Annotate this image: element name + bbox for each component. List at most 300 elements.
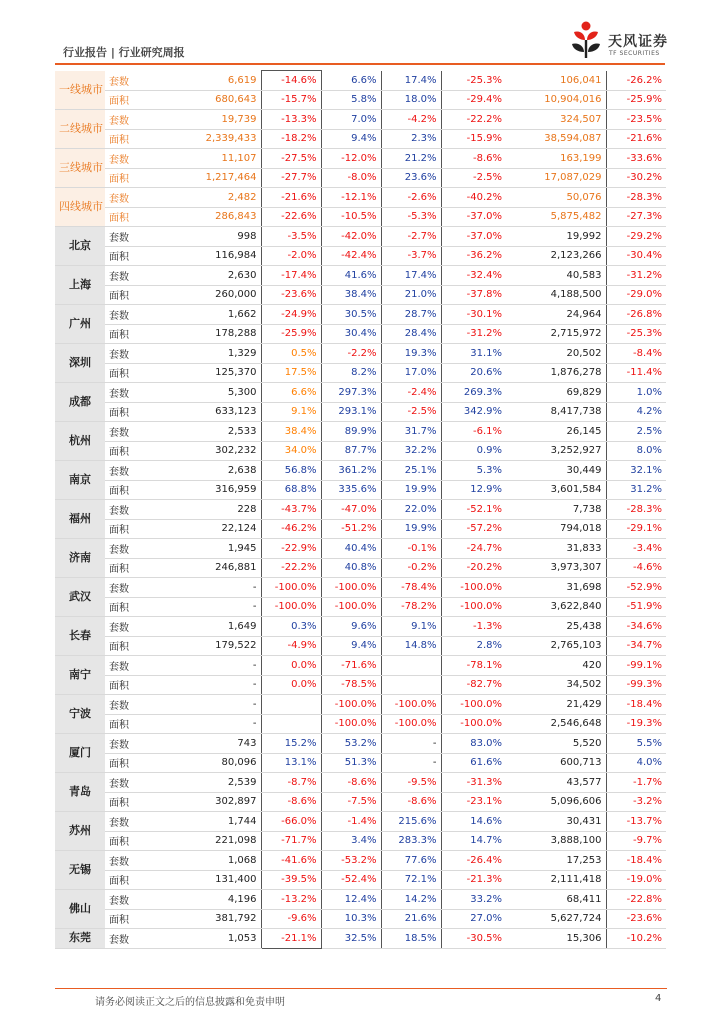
mom-change-cell: 32.2% [381,441,441,461]
cumulative-volume-cell: 31,698 [506,578,606,598]
metric-cell: 套数 [105,188,150,208]
weekly-change-cell: -14.6% [261,71,321,91]
cumulative-change-cell: 31.2% [606,480,666,500]
weekly-volume-cell: - [150,656,261,676]
yoy-change-cell: 38.4% [321,285,381,305]
table-row [55,110,666,130]
cumulative-volume-cell: 21,429 [506,695,606,715]
table-row [55,597,666,617]
yoy-change-cell: -10.5% [321,207,381,227]
yoy-change-cell: 51.3% [321,753,381,773]
cumulative-change-cell: 32.1% [606,461,666,481]
weekly-volume-cell: - [150,714,261,734]
city-name-cell: 南宁 [55,656,105,695]
cumulative-change-cell: -33.6% [606,149,666,169]
period-change-cell: 20.6% [441,363,506,383]
table-row [55,500,666,520]
weekly-volume-cell: 11,107 [150,149,261,169]
city-name-cell: 佛山 [55,890,105,929]
weekly-volume-cell: 246,881 [150,558,261,578]
period-change-cell: -82.7% [441,675,506,695]
city-name-cell: 苏州 [55,812,105,851]
cumulative-change-cell: -26.2% [606,71,666,91]
weekly-change-cell: 38.4% [261,422,321,442]
cumulative-change-cell: -9.7% [606,831,666,851]
mom-change-cell: 77.6% [381,851,441,871]
mom-change-cell: - [381,734,441,754]
period-change-cell: 12.9% [441,480,506,500]
cumulative-change-cell: -28.3% [606,500,666,520]
cumulative-change-cell: 1.0% [606,383,666,403]
period-change-cell: -31.2% [441,324,506,344]
mom-change-cell: 25.1% [381,461,441,481]
mom-change-cell: 14.2% [381,890,441,910]
cumulative-change-cell: -3.4% [606,539,666,559]
cumulative-change-cell: -8.4% [606,344,666,364]
weekly-change-cell: 0.0% [261,656,321,676]
yoy-change-cell: 297.3% [321,383,381,403]
city-name-cell: 青岛 [55,773,105,812]
yoy-change-cell: 87.7% [321,441,381,461]
weekly-change-cell: -43.7% [261,500,321,520]
weekly-change-cell: -23.6% [261,285,321,305]
cumulative-volume-cell: 31,833 [506,539,606,559]
metric-cell: 面积 [105,597,150,617]
disclaimer-text: 请务必阅读正文之后的信息披露和免责申明 [95,997,285,1008]
table-row [55,929,666,949]
table-row [55,773,666,793]
metric-cell: 面积 [105,636,150,656]
table-row [55,734,666,754]
table-row [55,539,666,559]
period-change-cell: -52.1% [441,500,506,520]
brand-subtitle: TF SECURITIES [609,50,660,57]
weekly-change-cell: -46.2% [261,519,321,539]
metric-cell: 套数 [105,617,150,637]
weekly-volume-cell: 1,744 [150,812,261,832]
city-name-cell: 南京 [55,461,105,500]
period-change-cell: -21.3% [441,870,506,890]
city-name-cell: 宁波 [55,695,105,734]
cumulative-change-cell: -29.0% [606,285,666,305]
period-change-cell: -32.4% [441,266,506,286]
cumulative-volume-cell: 40,583 [506,266,606,286]
period-change-cell: 31.1% [441,344,506,364]
table-row [55,831,666,851]
table-row [55,636,666,656]
yoy-change-cell: -12.1% [321,188,381,208]
cumulative-volume-cell: 2,765,103 [506,636,606,656]
yoy-change-cell: 53.2% [321,734,381,754]
yoy-change-cell: -7.5% [321,792,381,812]
weekly-volume-cell: - [150,578,261,598]
cumulative-volume-cell: 43,577 [506,773,606,793]
table-row [55,890,666,910]
cumulative-change-cell: -22.8% [606,890,666,910]
period-change-cell: 5.3% [441,461,506,481]
cumulative-volume-cell: 5,520 [506,734,606,754]
metric-cell: 套数 [105,812,150,832]
table-row [55,480,666,500]
cumulative-change-cell: -23.6% [606,909,666,929]
weekly-volume-cell: 131,400 [150,870,261,890]
period-change-cell: -8.6% [441,149,506,169]
table-row [55,90,666,110]
weekly-volume-cell: 2,630 [150,266,261,286]
yoy-change-cell: 5.8% [321,90,381,110]
metric-cell: 面积 [105,285,150,305]
period-change-cell: -31.3% [441,773,506,793]
cumulative-volume-cell: 38,594,087 [506,129,606,149]
period-change-cell: -2.5% [441,168,506,188]
mom-change-cell: 28.7% [381,305,441,325]
weekly-change-cell: -9.6% [261,909,321,929]
period-change-cell: -1.3% [441,617,506,637]
city-name-cell: 成都 [55,383,105,422]
table-row [55,227,666,247]
period-change-cell: -24.7% [441,539,506,559]
metric-cell: 套数 [105,890,150,910]
table-row [55,909,666,929]
metric-cell: 套数 [105,422,150,442]
cumulative-volume-cell: 17,087,029 [506,168,606,188]
mom-change-cell: -0.2% [381,558,441,578]
cumulative-change-cell: -27.3% [606,207,666,227]
yoy-change-cell: -42.0% [321,227,381,247]
yoy-change-cell: 9.4% [321,636,381,656]
yoy-change-cell: -1.4% [321,812,381,832]
yoy-change-cell: 335.6% [321,480,381,500]
cumulative-volume-cell: 794,018 [506,519,606,539]
weekly-change-cell: -15.7% [261,90,321,110]
metric-cell: 套数 [105,305,150,325]
metric-cell: 面积 [105,519,150,539]
cumulative-change-cell: -19.3% [606,714,666,734]
cumulative-volume-cell: 106,041 [506,71,606,91]
yoy-change-cell: -12.0% [321,149,381,169]
metric-cell: 套数 [105,500,150,520]
cumulative-volume-cell: 3,888,100 [506,831,606,851]
period-change-cell: 14.6% [441,812,506,832]
cumulative-volume-cell: 20,502 [506,344,606,364]
cumulative-volume-cell: 2,715,972 [506,324,606,344]
cumulative-change-cell: -30.4% [606,246,666,266]
table-row [55,266,666,286]
mom-change-cell: 18.5% [381,929,441,949]
cumulative-change-cell: -23.5% [606,110,666,130]
weekly-change-cell: -21.6% [261,188,321,208]
period-change-cell: -78.1% [441,656,506,676]
period-change-cell: -37.8% [441,285,506,305]
period-change-cell: -6.1% [441,422,506,442]
weekly-volume-cell: 1,649 [150,617,261,637]
weekly-volume-cell: 743 [150,734,261,754]
yoy-change-cell: 41.6% [321,266,381,286]
mom-change-cell: -8.6% [381,792,441,812]
cumulative-volume-cell: 25,438 [506,617,606,637]
weekly-change-cell: 0.3% [261,617,321,637]
cumulative-volume-cell: 8,417,738 [506,402,606,422]
mom-change-cell: - [381,753,441,773]
metric-cell: 面积 [105,792,150,812]
mom-change-cell: 283.3% [381,831,441,851]
metric-cell: 套数 [105,929,150,949]
metric-cell: 面积 [105,870,150,890]
table-row [55,207,666,227]
city-name-cell: 北京 [55,227,105,266]
mom-change-cell: -100.0% [381,695,441,715]
weekly-volume-cell: 286,843 [150,207,261,227]
period-change-cell: -57.2% [441,519,506,539]
weekly-volume-cell: 998 [150,227,261,247]
yoy-change-cell: -51.2% [321,519,381,539]
cumulative-volume-cell: 5,875,482 [506,207,606,227]
cumulative-volume-cell: 2,546,648 [506,714,606,734]
period-change-cell: -15.9% [441,129,506,149]
period-change-cell: -30.1% [441,305,506,325]
city-name-cell: 一线城市 [55,71,105,110]
cumulative-volume-cell: 600,713 [506,753,606,773]
yoy-change-cell: 89.9% [321,422,381,442]
mom-change-cell: 14.8% [381,636,441,656]
table-row [55,285,666,305]
city-name-cell: 深圳 [55,344,105,383]
metric-cell: 套数 [105,344,150,364]
cumulative-volume-cell: 30,449 [506,461,606,481]
mom-change-cell: 22.0% [381,500,441,520]
mom-change-cell: 9.1% [381,617,441,637]
yoy-change-cell: 8.2% [321,363,381,383]
weekly-change-cell: -24.9% [261,305,321,325]
footer-divider [55,988,667,989]
weekly-change-cell: 68.8% [261,480,321,500]
period-change-cell: 269.3% [441,383,506,403]
weekly-volume-cell: 302,232 [150,441,261,461]
cumulative-change-cell: -25.9% [606,90,666,110]
weekly-volume-cell: 116,984 [150,246,261,266]
metric-cell: 套数 [105,539,150,559]
cumulative-volume-cell: 3,601,584 [506,480,606,500]
period-change-cell: -100.0% [441,597,506,617]
cumulative-volume-cell: 68,411 [506,890,606,910]
weekly-volume-cell: 1,662 [150,305,261,325]
weekly-change-cell: -17.4% [261,266,321,286]
yoy-change-cell: 9.4% [321,129,381,149]
weekly-change-cell: -22.2% [261,558,321,578]
weekly-volume-cell: 22,124 [150,519,261,539]
mom-change-cell: 215.6% [381,812,441,832]
cumulative-volume-cell: 5,096,606 [506,792,606,812]
metric-cell: 套数 [105,734,150,754]
weekly-volume-cell: 381,792 [150,909,261,929]
weekly-change-cell: -2.0% [261,246,321,266]
table-row [55,617,666,637]
metric-cell: 套数 [105,266,150,286]
yoy-change-cell: 361.2% [321,461,381,481]
yoy-change-cell: -2.2% [321,344,381,364]
table-row [55,792,666,812]
weekly-change-cell: 0.0% [261,675,321,695]
cumulative-change-cell: -99.3% [606,675,666,695]
metric-cell: 面积 [105,753,150,773]
yoy-change-cell: 10.3% [321,909,381,929]
mom-change-cell: -9.5% [381,773,441,793]
cumulative-change-cell: -29.1% [606,519,666,539]
cumulative-change-cell: -29.2% [606,227,666,247]
cumulative-change-cell: -21.6% [606,129,666,149]
weekly-change-cell: 0.5% [261,344,321,364]
weekly-volume-cell: 1,329 [150,344,261,364]
weekly-change-cell [261,695,321,715]
report-category-title: 行业报告 | 行业研究周报 [63,46,185,59]
cumulative-change-cell: -11.4% [606,363,666,383]
weekly-change-cell: 56.8% [261,461,321,481]
weekly-change-cell: -18.2% [261,129,321,149]
weekly-change-cell: 13.1% [261,753,321,773]
city-name-cell: 二线城市 [55,110,105,149]
city-name-cell: 杭州 [55,422,105,461]
weekly-volume-cell: 2,339,433 [150,129,261,149]
table-row [55,344,666,364]
weekly-volume-cell: - [150,695,261,715]
brand-logo-icon [568,20,606,60]
table-row [55,578,666,598]
table-row [55,870,666,890]
metric-cell: 套数 [105,110,150,130]
period-change-cell: 14.7% [441,831,506,851]
weekly-change-cell: -8.7% [261,773,321,793]
yoy-change-cell: 40.4% [321,539,381,559]
period-change-cell: 0.9% [441,441,506,461]
table-row [55,363,666,383]
weekly-change-cell: -4.9% [261,636,321,656]
cumulative-change-cell: -34.6% [606,617,666,637]
table-row [55,461,666,481]
mom-change-cell: 28.4% [381,324,441,344]
weekly-volume-cell: 4,196 [150,890,261,910]
cumulative-change-cell: -18.4% [606,695,666,715]
cumulative-volume-cell: 163,199 [506,149,606,169]
weekly-change-cell: -8.6% [261,792,321,812]
table-row [55,656,666,676]
weekly-volume-cell: 19,739 [150,110,261,130]
period-change-cell: 342.9% [441,402,506,422]
mom-change-cell: -78.4% [381,578,441,598]
cumulative-change-cell: 2.5% [606,422,666,442]
mom-change-cell: -3.7% [381,246,441,266]
weekly-change-cell: -66.0% [261,812,321,832]
weekly-volume-cell: 260,000 [150,285,261,305]
metric-cell: 套数 [105,149,150,169]
weekly-volume-cell: 125,370 [150,363,261,383]
weekly-volume-cell: 2,539 [150,773,261,793]
yoy-change-cell: -8.6% [321,773,381,793]
cumulative-volume-cell: 4,188,500 [506,285,606,305]
yoy-change-cell: -100.0% [321,578,381,598]
table-row [55,71,666,91]
metric-cell: 面积 [105,324,150,344]
period-change-cell: 2.8% [441,636,506,656]
weekly-change-cell: -100.0% [261,597,321,617]
table-row [55,168,666,188]
city-name-cell: 四线城市 [55,188,105,227]
mom-change-cell: -2.4% [381,383,441,403]
cumulative-volume-cell: 2,123,266 [506,246,606,266]
cumulative-change-cell: -10.2% [606,929,666,949]
cumulative-change-cell: -19.0% [606,870,666,890]
metric-cell: 面积 [105,831,150,851]
period-change-cell: -30.5% [441,929,506,949]
period-change-cell: -22.2% [441,110,506,130]
metric-cell: 面积 [105,129,150,149]
table-row [55,246,666,266]
weekly-volume-cell: 1,945 [150,539,261,559]
mom-change-cell: 31.7% [381,422,441,442]
mom-change-cell: 17.0% [381,363,441,383]
mom-change-cell: 21.6% [381,909,441,929]
period-change-cell: -37.0% [441,207,506,227]
cumulative-volume-cell: 324,507 [506,110,606,130]
cumulative-change-cell: -13.7% [606,812,666,832]
table-row [55,675,666,695]
metric-cell: 面积 [105,675,150,695]
table-row [55,812,666,832]
weekly-volume-cell: 2,533 [150,422,261,442]
table-row [55,422,666,442]
weekly-volume-cell: 178,288 [150,324,261,344]
yoy-change-cell: -100.0% [321,695,381,715]
table-row [55,753,666,773]
metric-cell: 面积 [105,558,150,578]
cumulative-change-cell: -25.3% [606,324,666,344]
table-body [55,71,666,949]
table-row [55,149,666,169]
weekly-volume-cell: 2,638 [150,461,261,481]
weekly-change-cell: 15.2% [261,734,321,754]
weekly-volume-cell: 316,959 [150,480,261,500]
weekly-change-cell: -27.7% [261,168,321,188]
weekly-volume-cell: 6,619 [150,71,261,91]
city-name-cell: 济南 [55,539,105,578]
weekly-volume-cell: 80,096 [150,753,261,773]
mom-change-cell: -0.1% [381,539,441,559]
metric-cell: 面积 [105,168,150,188]
mom-change-cell: -5.3% [381,207,441,227]
table-row [55,558,666,578]
city-name-cell: 福州 [55,500,105,539]
cumulative-change-cell: -1.7% [606,773,666,793]
weekly-volume-cell: 1,217,464 [150,168,261,188]
cumulative-change-cell: -28.3% [606,188,666,208]
weekly-volume-cell: 179,522 [150,636,261,656]
cumulative-volume-cell: 5,627,724 [506,909,606,929]
metric-cell: 面积 [105,909,150,929]
yoy-change-cell: 293.1% [321,402,381,422]
yoy-change-cell: -71.6% [321,656,381,676]
table-row [55,402,666,422]
table-row [55,188,666,208]
mom-change-cell: 19.9% [381,519,441,539]
yoy-change-cell: -52.4% [321,870,381,890]
period-change-cell: -100.0% [441,578,506,598]
weekly-change-cell: 34.0% [261,441,321,461]
cumulative-volume-cell: 69,829 [506,383,606,403]
weekly-volume-cell: - [150,597,261,617]
weekly-change-cell: -22.6% [261,207,321,227]
metric-cell: 套数 [105,578,150,598]
metric-cell: 面积 [105,246,150,266]
mom-change-cell: 17.4% [381,266,441,286]
